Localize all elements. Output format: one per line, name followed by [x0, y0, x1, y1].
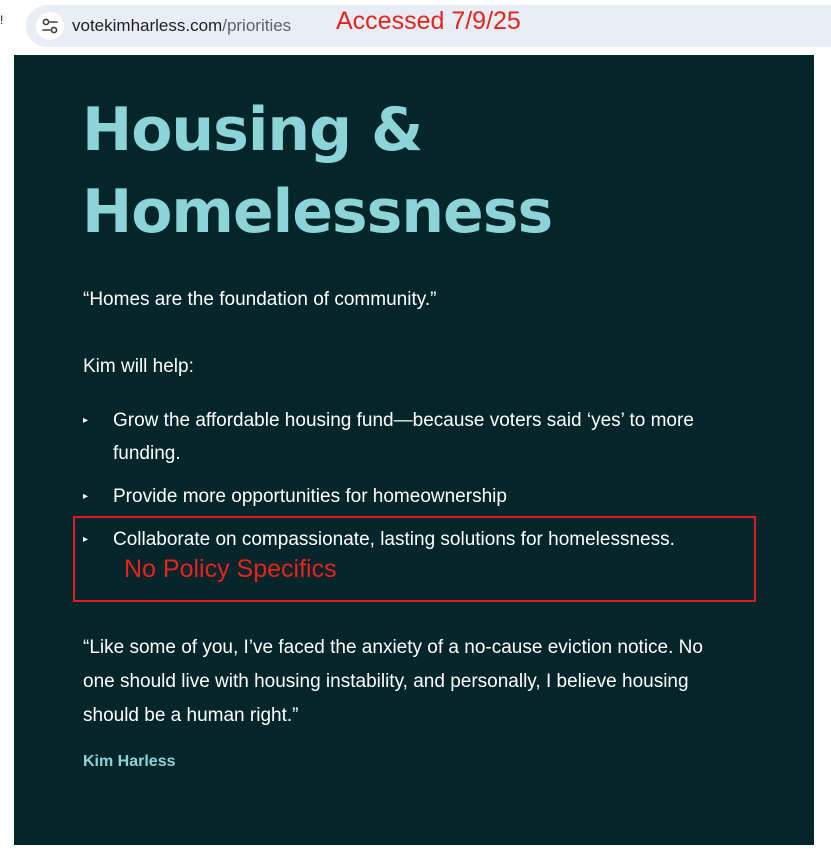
bullet-marker-icon: ▸	[83, 491, 89, 502]
priorities-page	[14, 55, 814, 845]
list-item-text: Provide more opportunities for homeownership	[113, 486, 507, 507]
bullet-marker-icon: ▸	[83, 415, 89, 426]
title-line-2: Homelessness	[82, 177, 553, 247]
intro-text: Kim will help:	[83, 356, 194, 377]
tune-icon[interactable]	[36, 12, 64, 40]
url-path: /priorities	[222, 16, 292, 35]
no-policy-annotation: No Policy Specifics	[124, 555, 337, 583]
list-item-text: Grow the affordable housing fund—because voters said ‘yes’ to more funding.	[113, 410, 694, 464]
bullet-marker-icon: ▸	[83, 534, 89, 545]
url-text[interactable]	[72, 15, 291, 37]
window-edge-glyph: !	[0, 13, 4, 27]
accessed-date-annotation: Accessed 7/9/25	[336, 7, 521, 35]
title-line-1: Housing &	[82, 95, 423, 165]
page-title	[82, 89, 552, 253]
foundation-quote: “Homes are the foundation of community.”	[83, 289, 437, 310]
personal-quote: “Like some of you, I’ve faced the anxiety of a no-cause eviction notice. No one should live with housing instability, and personally, I believe housing should be a human right.”	[83, 637, 703, 726]
list-item	[83, 404, 743, 470]
quote-attribution: Kim Harless	[83, 753, 176, 770]
list-item-text: Collaborate on compassionate, lasting solutions for homelessness.	[113, 529, 675, 550]
url-domain: votekimharless.com	[72, 16, 223, 35]
list-item	[83, 480, 743, 513]
